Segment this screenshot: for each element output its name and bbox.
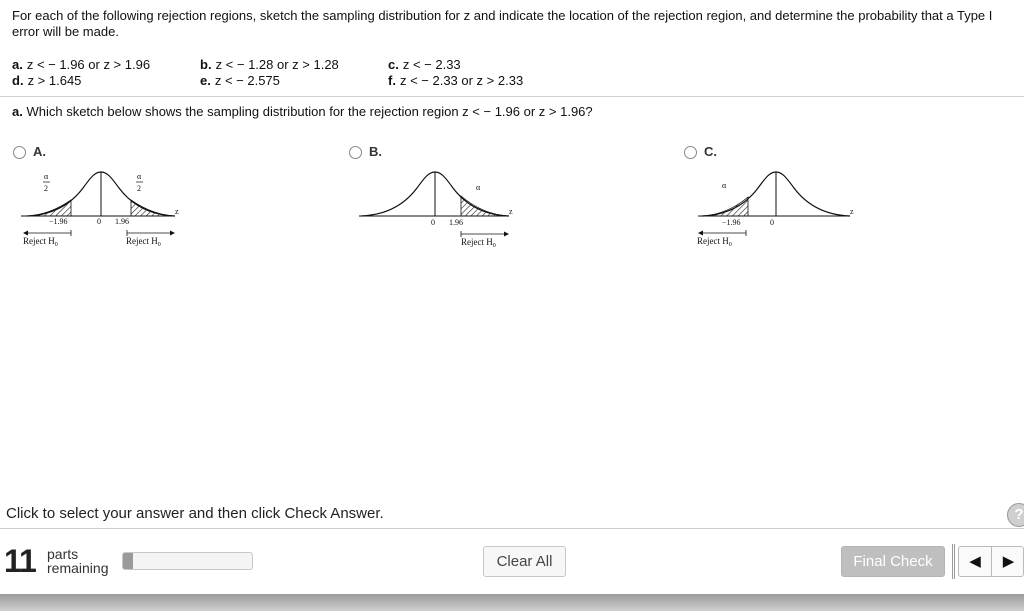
footer-bar <box>0 528 1024 594</box>
option-e <box>200 72 280 89</box>
option-d <box>12 72 81 89</box>
question-text: Which sketch below shows the sampling distribution for the rejection region z < − 1.96 or z > 1.96? <box>26 104 593 119</box>
choice-label: C. <box>704 144 717 159</box>
choice-label: A. <box>33 144 46 159</box>
option-text: z > 1.645 <box>27 73 82 88</box>
previous-button[interactable]: ◀ <box>959 547 992 576</box>
axis-var: z <box>175 207 179 216</box>
question-prompt <box>12 104 593 119</box>
alpha-right: α <box>137 172 142 181</box>
tick-pos: 1.96 <box>115 217 129 226</box>
reject-label: Reject $H_0$ <box>461 237 496 249</box>
sketch-left-tailed <box>684 162 884 262</box>
parts-line2: remaining <box>47 560 109 576</box>
progress-fill <box>123 553 133 569</box>
alpha-left: α <box>44 172 49 181</box>
option-text: z < − 2.33 or z > 2.33 <box>399 73 524 88</box>
right-rejection-area <box>131 200 175 216</box>
tick-zero: 0 <box>770 218 774 227</box>
right-rejection-area <box>461 196 509 216</box>
half-left: 2 <box>44 184 48 193</box>
nav-separator <box>952 544 955 579</box>
tick-zero: 0 <box>431 218 435 227</box>
tick-pos: 1.96 <box>449 218 463 227</box>
half-right: 2 <box>137 184 141 193</box>
option-letter: d. <box>12 73 24 88</box>
tick-zero: 0 <box>97 217 101 226</box>
problem-text: For each of the following rejection regions, sketch the sampling distribution for z and indicate the location of the rejection region, and determine the probability that a Type I error will be made. <box>12 8 993 39</box>
clear-all-button[interactable]: Clear All <box>483 546 566 577</box>
option-letter: a. <box>12 57 23 72</box>
choice-label: B. <box>369 144 382 159</box>
axis-var: z <box>509 207 513 216</box>
option-letter: c. <box>388 57 399 72</box>
option-a <box>12 56 150 73</box>
option-text: z < − 1.28 or z > 1.28 <box>215 57 339 72</box>
alpha: α <box>476 183 481 192</box>
radio-choice-b[interactable] <box>349 146 362 159</box>
parts-count: 11 <box>4 543 36 579</box>
section-divider <box>0 96 1024 97</box>
option-f <box>388 72 523 89</box>
reject-left-label: Reject $H_0$ <box>23 236 58 248</box>
tick-neg: −1.96 <box>49 217 68 226</box>
question-nav <box>958 546 1024 577</box>
next-button[interactable]: ▶ <box>1002 553 1015 570</box>
choice-c[interactable] <box>684 144 884 264</box>
help-button[interactable]: ? <box>1007 503 1024 527</box>
choice-b[interactable] <box>349 144 549 264</box>
reject-right-label: Reject $H_0$ <box>126 236 161 248</box>
question-letter: a. <box>12 104 23 119</box>
option-letter: e. <box>200 73 211 88</box>
parts-line1: parts <box>47 546 79 562</box>
option-letter: f. <box>388 73 396 88</box>
option-letter: b. <box>200 57 212 72</box>
sketch-two-tailed <box>13 162 213 262</box>
progress-bar <box>122 552 253 570</box>
reject-label: Reject $H_0$ <box>697 236 732 248</box>
option-text: z < − 1.96 or z > 1.96 <box>26 57 151 72</box>
alpha: α <box>722 181 727 190</box>
left-rejection-area <box>702 197 748 216</box>
option-text: z < − 2.33 <box>402 57 461 72</box>
final-check-button[interactable]: Final Check <box>841 546 945 577</box>
radio-choice-a[interactable] <box>13 146 26 159</box>
option-c <box>388 56 461 73</box>
parts-remaining-label <box>47 547 108 575</box>
option-b <box>200 56 339 73</box>
radio-choice-c[interactable] <box>684 146 697 159</box>
choice-a[interactable] <box>13 144 213 264</box>
instruction-text: Click to select your answer and then click Check Answer. <box>6 505 384 522</box>
window-bottom-edge <box>0 594 1024 611</box>
tick-neg: −1.96 <box>722 218 741 227</box>
sketch-right-tailed <box>349 162 549 262</box>
left-rejection-area <box>27 200 71 216</box>
option-text: z < − 2.575 <box>214 73 280 88</box>
axis-var: z <box>850 207 854 216</box>
